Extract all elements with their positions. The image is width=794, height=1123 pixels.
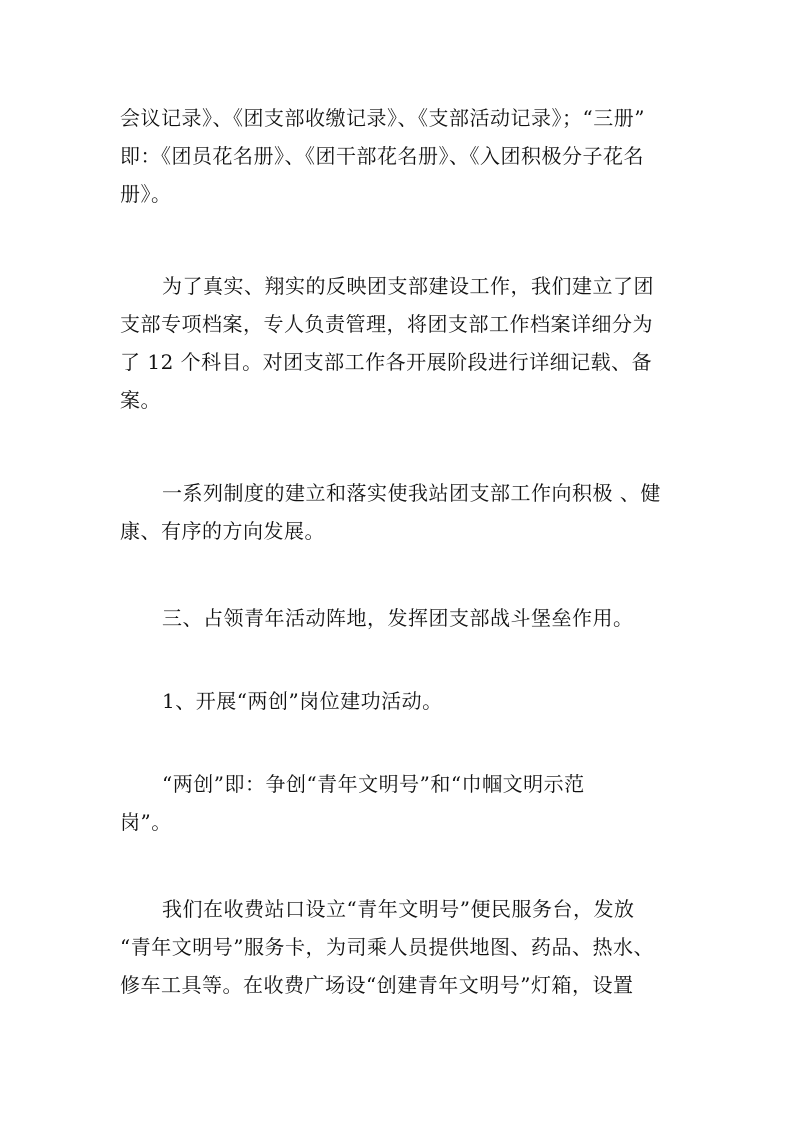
paragraph-line: 康、有序的方向发展。 (120, 519, 325, 543)
paragraph-system-development (120, 474, 675, 550)
paragraph-line: 为了真实、翔实的反映团支部建设工作，我们建立了团 (162, 274, 654, 298)
paragraph-line: 支部专项档案，专人负责管理，将团支部工作档案详细分为 (120, 312, 653, 336)
paragraph-line: 了 12 个科目。对团支部工作各开展阶段进行详细记载、备 (120, 350, 653, 374)
paragraph-service-desk (120, 890, 675, 1004)
paragraph-line: 册》。 (120, 182, 172, 206)
paragraph-line: 三、占领青年活动阵地，发挥团支部战斗堡垒作用。 (162, 606, 634, 630)
paragraph-line: 我们在收费站口设立“青年文明号”便民服务台，发放 (162, 897, 635, 921)
paragraph-line: 修车工具等。在收费广场设“创建青年文明号”灯箱，设置 (120, 973, 634, 997)
paragraph-line: 1、开展“两创”岗位建功活动。 (162, 689, 443, 713)
paragraph-line: 岗”。 (120, 810, 172, 834)
paragraph-line: 会议记录》、《团支部收缴记录》、《支部活动记录》；“三册” (120, 106, 645, 130)
paragraph-line: “两创”即：争创“青年文明号”和“巾帼文明示范 (162, 772, 585, 796)
paragraph-line: 一系列制度的建立和落实使我站团支部工作向积极 、健 (162, 481, 661, 505)
paragraph-records-list (120, 99, 675, 213)
paragraph-archives (120, 267, 675, 419)
paragraph-two-creations (120, 765, 675, 841)
subsection-heading-one (120, 682, 675, 720)
paragraph-line: 即：《团员花名册》、《团干部花名册》、《入团积极分子花名 (120, 144, 644, 168)
section-heading-three (120, 599, 675, 637)
paragraph-line: 案。 (120, 388, 161, 412)
paragraph-line: “青年文明号”服务卡，为司乘人员提供地图、药品、热水、 (120, 935, 654, 959)
